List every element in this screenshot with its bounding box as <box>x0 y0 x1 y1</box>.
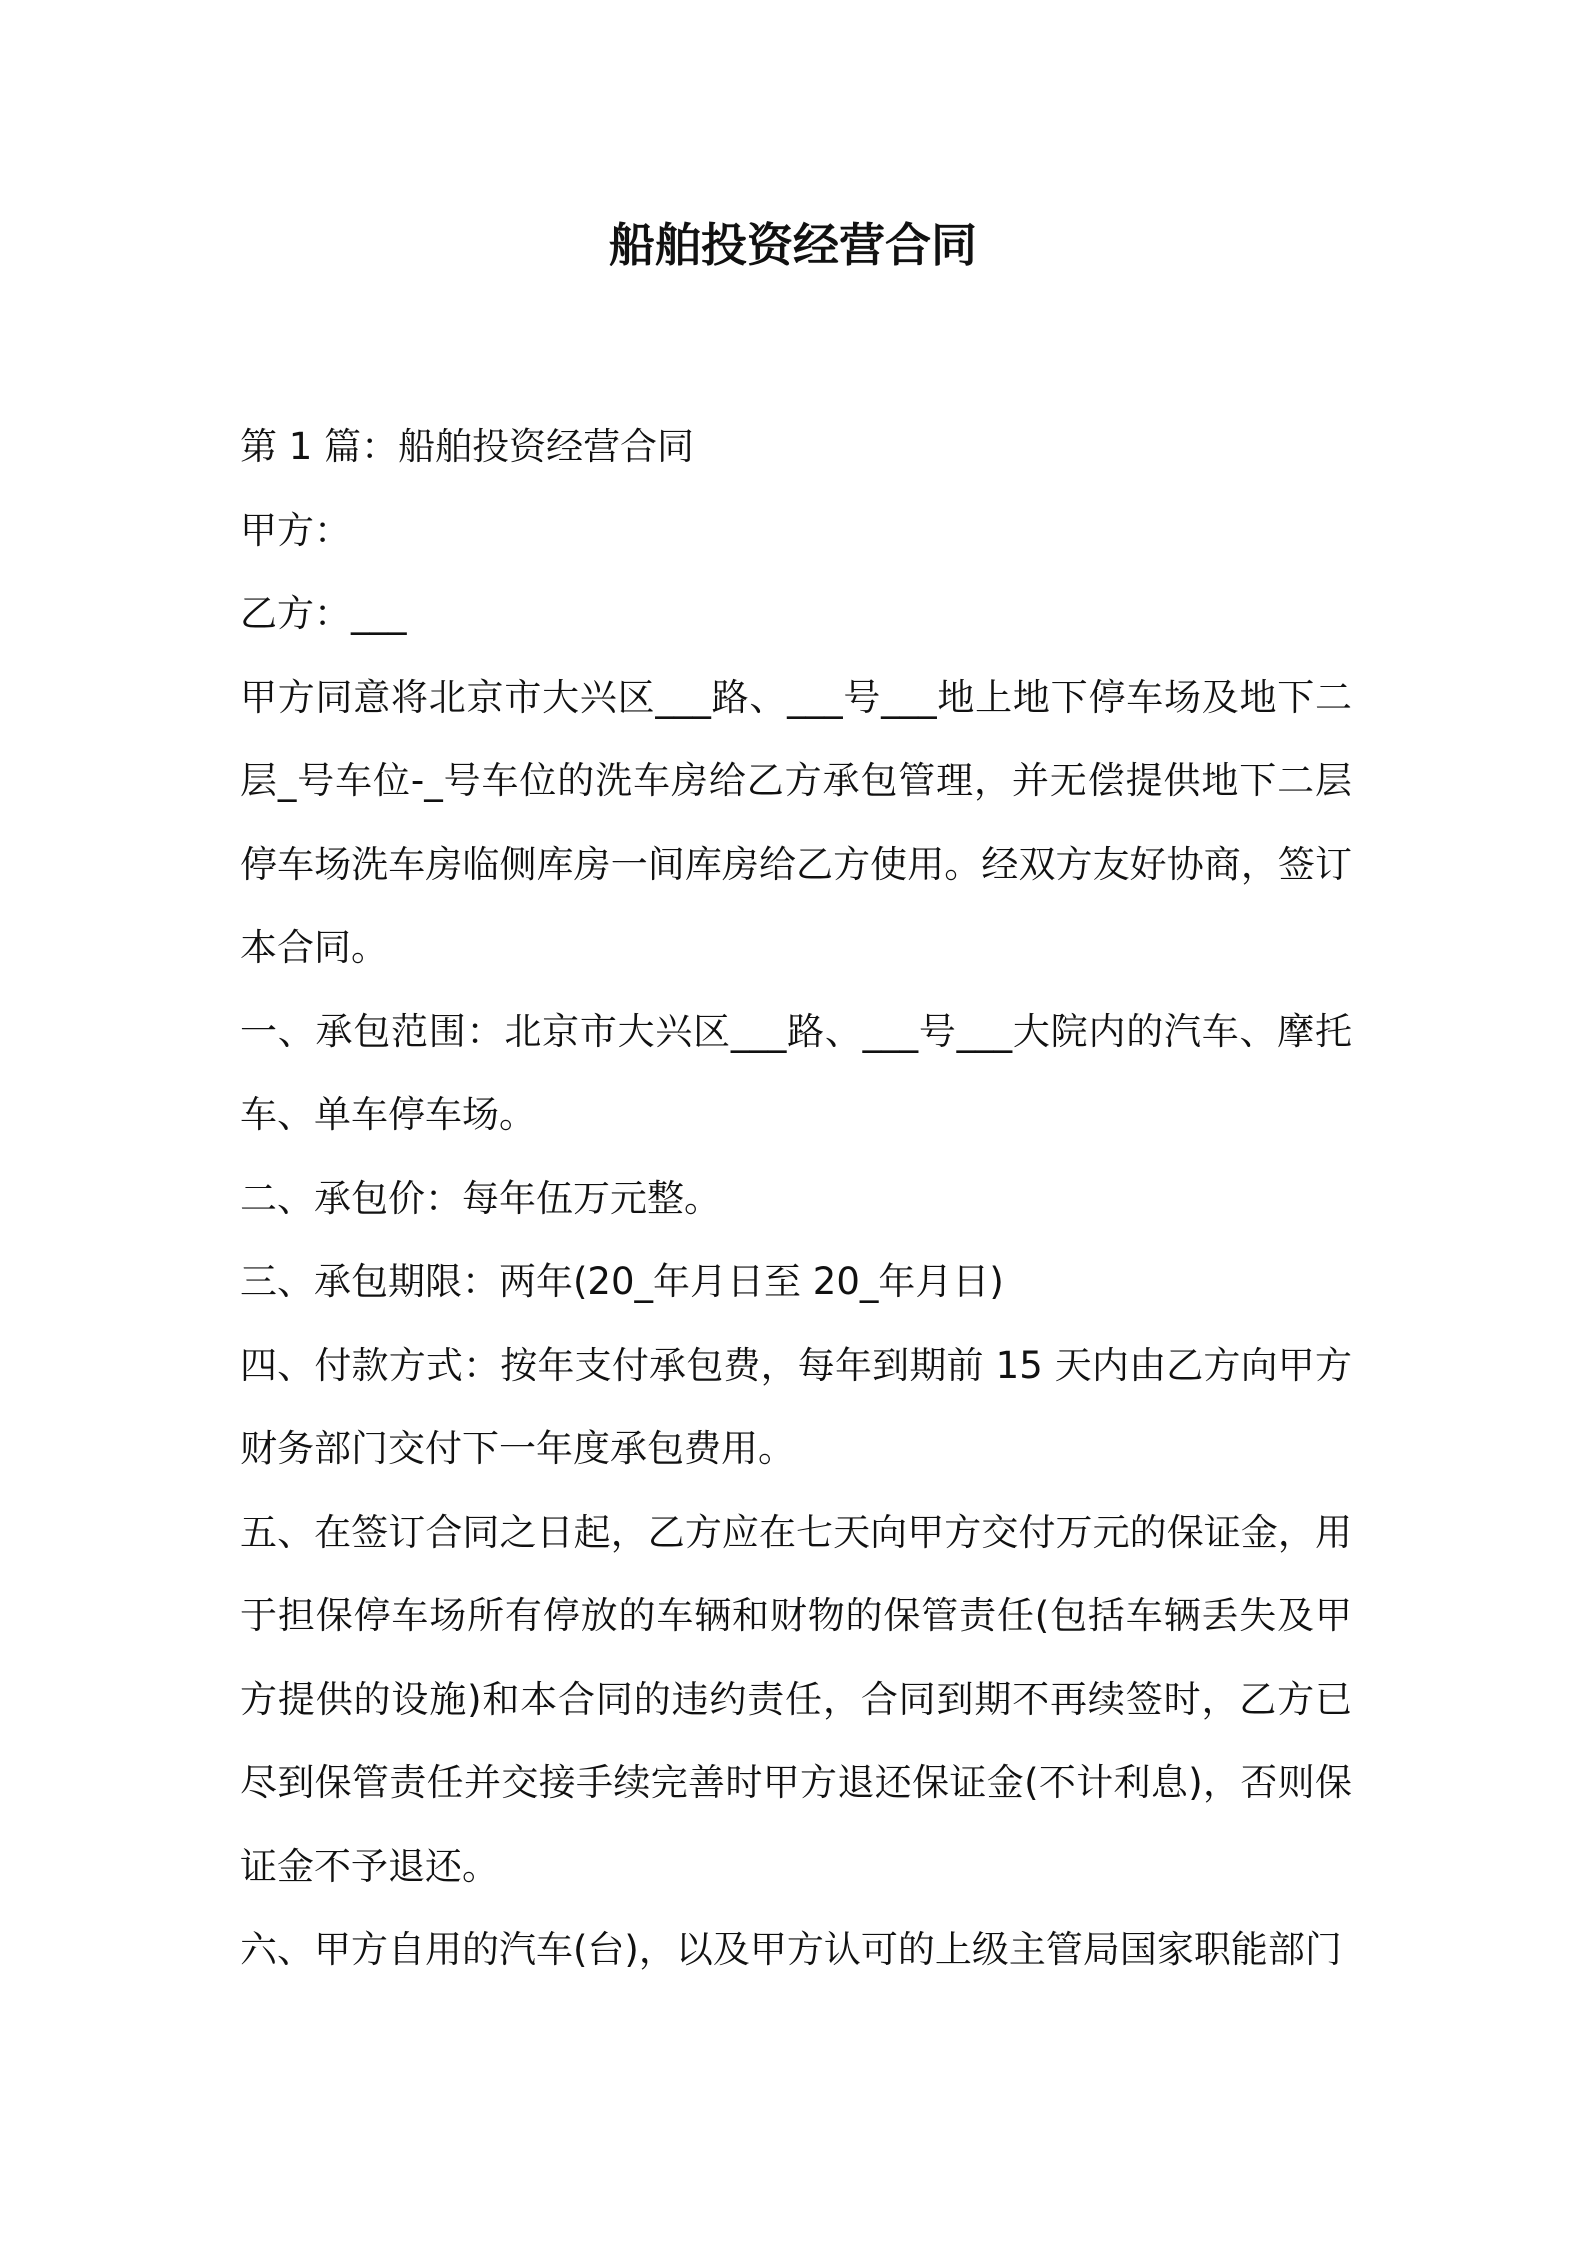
document-body <box>240 405 1352 1992</box>
paragraph-clause-2: 二、承包价：每年伍万元整。 <box>240 1176 721 1220</box>
paragraph-intro: 甲方同意将北京市大兴区___路、___号___地上地下停车场及地下二层_号车位-_号车位的洗车房给乙方承包管理，并无偿提供地下二层停车场洗车房临侧库房一间库房给乙方使用。经双方友好协商，签订本合同。 <box>240 675 1352 969</box>
paragraph-clause-3: 三、承包期限：两年(20_年月日至 20_年月日) <box>240 1260 1004 1303</box>
paragraph-party-a: 甲方： <box>240 508 351 552</box>
paragraph-heading: 第 1 篇：船舶投资经营合同 <box>240 425 695 468</box>
paragraph-clause-1: 一、承包范围：北京市大兴区___路、___号___大院内的汽车、摩托车、单车停车场。 <box>240 1009 1352 1136</box>
paragraph-clause-5: 五、在签订合同之日起，乙方应在七天向甲方交付万元的保证金，用于担保停车场所有停放的车辆和财物的保管责任(包括车辆丢失及甲方提供的设施)和本合同的违约责任，合同到期不再续签时，乙方已尽到保管责任并交接手续完善时甲方退还保证金(不计利息)，否则保证金不予退还。 <box>240 1510 1352 1888</box>
document-title: 船舶投资经营合同 <box>609 218 977 272</box>
paragraph-clause-4: 四、付款方式：按年支付承包费，每年到期前 15 天内由乙方向甲方财务部门交付下一年度承包费用。 <box>240 1343 1352 1470</box>
paragraph-party-b: 乙方：___ <box>240 592 407 635</box>
paragraph-clause-6: 六、甲方自用的汽车(台)，以及甲方认可的上级主管局国家职能部门 <box>240 1928 1342 1971</box>
